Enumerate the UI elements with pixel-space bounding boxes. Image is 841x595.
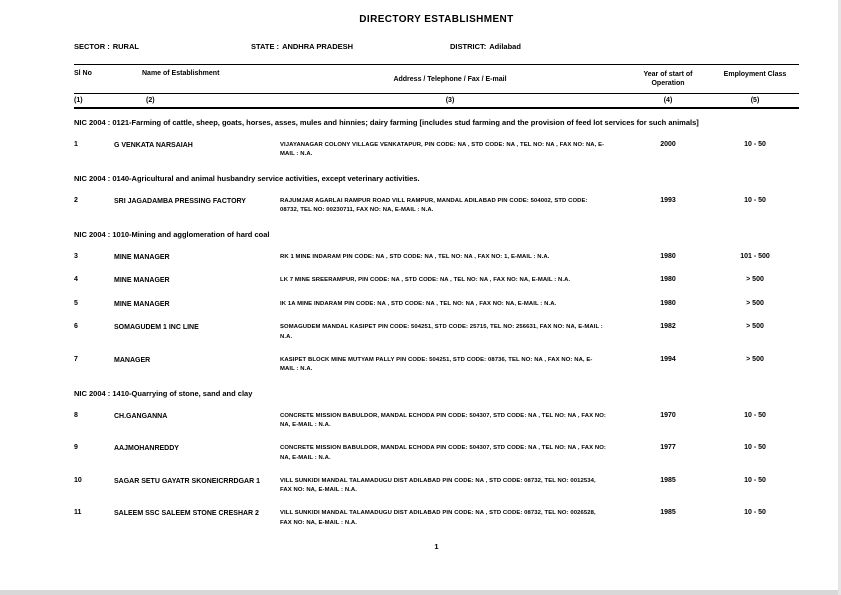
employment-class-cell: > 500: [746, 355, 764, 363]
table-row: [74, 253, 799, 264]
table-header-row: [74, 65, 799, 93]
address-cell: CONCRETE MISSION BABULDOR, MANDAL ECHODA PIN CODE: 504307, STD CODE: NA , TEL NO: NA , FAX NO: NA, E-MAIL : N.A.: [280, 445, 606, 461]
header-address: Address / Telephone / Fax / E-mail: [393, 75, 507, 83]
address-cell: VILL SUNKIDI MANDAL TALAMADUGU DIST ADILABAD PIN CODE: NA , STD CODE: 08732, TEL NO: 0012534, FAX NO: NA, E-MAIL : N.A.: [280, 477, 596, 494]
establishment-name-cell: MINE MANAGER: [114, 277, 170, 285]
address-cell: RK 1 MINE INDARAM PIN CODE: NA , STD CODE: NA , TEL NO: NA , FAX NO: 1, E-MAIL : N.A.: [280, 253, 550, 260]
establishment-name-cell: SALEEM SSC SALEEM STONE CRESHAR 2: [114, 510, 259, 518]
district-value: Adilabad: [489, 42, 521, 51]
nic-section-heading: NIC 2004 : 1410-Quarrying of stone, sand and clay: [74, 389, 253, 399]
sl-no-cell: 4: [74, 276, 78, 284]
sl-no-cell: 1: [74, 140, 78, 148]
table-row: [74, 276, 799, 287]
state-label: STATE :: [251, 42, 280, 51]
address-cell: VILL SUNKIDI MANDAL TALAMADUGU DIST ADILABAD PIN CODE: NA , STD CODE: 08732, TEL NO: 0026528, FAX NO: NA, E-MAIL : N.A.: [280, 510, 596, 526]
page-title: DIRECTORY ESTABLISHMENT: [359, 14, 514, 25]
establishment-name-cell: SRI JAGADAMBA PRESSING FACTORY: [114, 197, 246, 205]
header-employment-class: Employment Class: [723, 71, 787, 78]
year-of-start-cell: 1993: [660, 196, 676, 204]
table-row: [74, 197, 799, 216]
nic-section-heading: NIC 2004 : 0121-Farming of cattle, sheep, goats, horses, asses, mules and hinnies; dairy farming [includes stud farming and the provision of feed lot services for such animals]: [74, 117, 699, 127]
sl-no-cell: 8: [74, 411, 78, 419]
establishment-name-cell: MINE MANAGER: [114, 253, 170, 261]
employment-class-cell: 10 - 50: [744, 140, 766, 148]
header-establishment-name: Name of Establishment: [142, 70, 220, 77]
column-number-3: (3): [445, 96, 455, 104]
employment-class-cell: > 500: [746, 323, 764, 331]
establishment-name-cell: CH.GANGANNA: [114, 412, 168, 420]
address-cell: KASIPET BLOCK MINE MUTYAM PALLY PIN CODE: 504251, STD CODE: 08736, TEL NO: NA , FAX NO: NA, E-MAIL : N.A.: [280, 356, 593, 373]
establishment-name-cell: AAJMOHANREDDY: [114, 445, 179, 453]
district-label: DISTRICT:: [450, 42, 487, 51]
sl-no-cell: 5: [74, 299, 78, 307]
sl-no-cell: 6: [74, 323, 78, 331]
header-sl-no: Sl No: [74, 70, 92, 77]
column-number-row: [74, 94, 799, 107]
scan-edge-bottom: [0, 590, 841, 595]
employment-class-cell: > 500: [746, 276, 764, 284]
state-value: ANDHRA PRADESH: [282, 42, 354, 51]
year-of-start-cell: 1980: [660, 276, 676, 284]
sl-no-cell: 11: [74, 509, 82, 517]
table-row: [74, 412, 799, 431]
table-row: [74, 477, 799, 496]
state-field: [251, 42, 353, 51]
year-of-start-cell: 1980: [660, 252, 676, 260]
sector-label: SECTOR :: [74, 42, 110, 51]
employment-class-cell: 10 - 50: [744, 444, 766, 452]
report-meta-row: [74, 42, 799, 53]
sl-no-cell: 2: [74, 196, 78, 204]
header-year-of-start: Year of start of Operation: [643, 71, 693, 88]
establishment-name-cell: G VENKATA NARSAIAH: [114, 141, 193, 149]
establishment-name-cell: SAGAR SETU GAYATR SKONEICRRDGAR 1: [114, 477, 260, 485]
year-of-start-cell: 2000: [660, 140, 676, 148]
employment-class-cell: 10 - 50: [744, 509, 766, 517]
sl-no-cell: 7: [74, 355, 78, 363]
employment-class-cell: 10 - 50: [744, 476, 766, 484]
table-body: [74, 117, 799, 529]
address-cell: SOMAGUDEM MANDAL KASIPET PIN CODE: 504251, STD CODE: 25715, TEL NO: 256631, FAX NO: NA, E-MAIL : N.A.: [280, 324, 603, 340]
column-number-2: (2): [146, 96, 155, 104]
table-row: [74, 444, 799, 463]
address-cell: IK 1A MINE INDARAM PIN CODE: NA , STD CODE: NA , TEL NO: NA , FAX NO: NA, E-MAIL : N.A.: [280, 300, 557, 307]
sl-no-cell: 10: [74, 476, 82, 484]
address-cell: LK 7 MINE SREERAMPUR, PIN CODE: NA , STD CODE: NA , TEL NO: NA , FAX NO: NA, E-MAIL : N.A.: [280, 277, 571, 284]
sector-value: RURAL: [112, 42, 139, 51]
employment-class-cell: 10 - 50: [744, 196, 766, 204]
address-cell: CONCRETE MISSION BABULDOR, MANDAL ECHODA PIN CODE: 504307, STD CODE: NA , TEL NO: NA , FAX NO: NA, E-MAIL : N.A.: [280, 412, 606, 429]
divider-thick: [74, 107, 799, 109]
column-number-5: (5): [750, 96, 760, 104]
year-of-start-cell: 1977: [660, 444, 676, 452]
table-row: [74, 323, 799, 342]
column-number-4: (4): [663, 96, 673, 104]
establishment-name-cell: MINE MANAGER: [114, 300, 170, 308]
year-of-start-cell: 1994: [660, 355, 676, 363]
nic-section-heading: NIC 2004 : 0140-Agricultural and animal husbandry service activities, except veterinary activities.: [74, 173, 420, 183]
year-of-start-cell: 1980: [660, 299, 676, 307]
address-cell: VIJAYANAGAR COLONY VILLAGE VENKATAPUR, PIN CODE: NA , STD CODE: NA , TEL NO: NA , FAX NO: NA, E-MAIL : N.A.: [280, 141, 605, 158]
sl-no-cell: 9: [74, 444, 78, 452]
establishment-name-cell: MANAGER: [114, 356, 151, 364]
year-of-start-cell: 1985: [660, 509, 676, 517]
year-of-start-cell: 1970: [660, 411, 676, 419]
sl-no-cell: 3: [74, 252, 78, 260]
table-row: [74, 509, 799, 528]
year-of-start-cell: 1982: [660, 323, 676, 331]
establishment-name-cell: SOMAGUDEM 1 INC LINE: [114, 324, 199, 332]
table-row: [74, 356, 799, 375]
sector-field: [74, 42, 139, 51]
table-row: [74, 141, 799, 160]
table-row: [74, 300, 799, 311]
nic-section-heading: NIC 2004 : 1010-Mining and agglomeration of hard coal: [74, 230, 270, 240]
employment-class-cell: 101 - 500: [740, 252, 770, 260]
employment-class-cell: > 500: [746, 299, 764, 307]
year-of-start-cell: 1985: [660, 476, 676, 484]
page-number: 1: [434, 541, 439, 551]
district-field: [450, 42, 521, 51]
column-number-1: (1): [74, 96, 83, 104]
employment-class-cell: 10 - 50: [744, 411, 766, 419]
address-cell: RAJUMJAR AGARLAI RAMPUR ROAD VILL RAMPUR, MANDAL ADILABAD PIN CODE: 504002, STD CODE: 08732, TEL NO: 00230711, FAX NO: NA, E-MAIL : N.A.: [280, 197, 588, 214]
